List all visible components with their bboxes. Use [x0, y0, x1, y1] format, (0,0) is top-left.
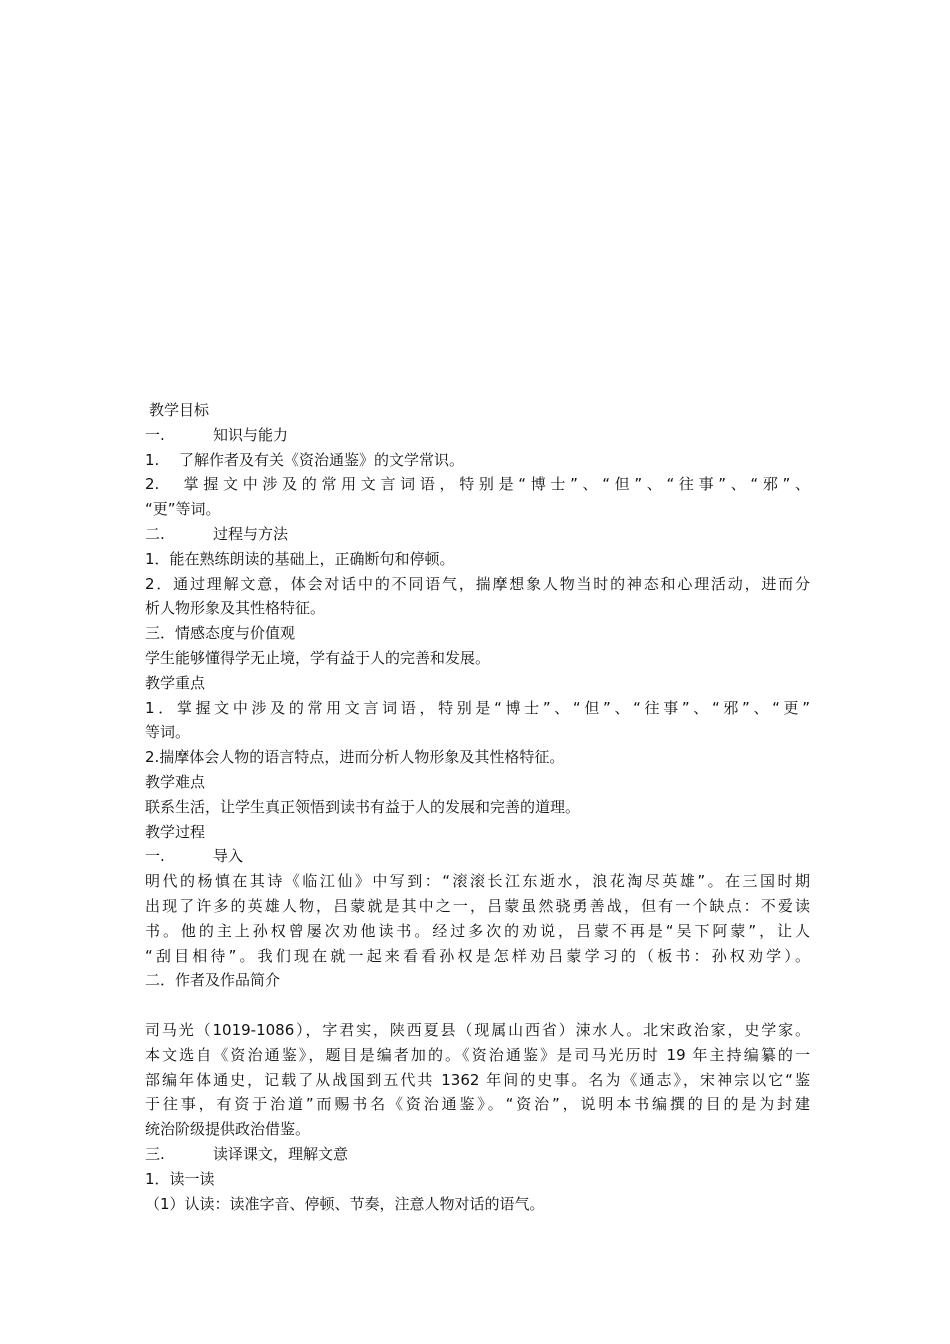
goal-section-3: 三．情感态度与价值观	[145, 624, 296, 643]
paragraph-line: 2．通过理解文意，体会对话中的不同语气，揣摩想象人物当时的神态和心理活动，进而分	[145, 574, 810, 593]
section-number: 二.	[145, 524, 165, 543]
goal-item-2	[145, 472, 810, 497]
section-title: 导入	[213, 847, 244, 866]
item-text: 了解作者及有关《资治通鉴》的文学常识。	[179, 450, 465, 469]
section-number: 三.	[145, 1144, 165, 1163]
section-title: 读译课文，理解文意	[213, 1144, 349, 1163]
paragraph-line: 联系生活，让学生真正领悟到读书有益于人的发展和完善的道理。	[145, 797, 581, 816]
paragraph-line: 本文选自《资治通鉴》，题目是编者加的。《资治通鉴》是司马光历时 19 年主持编纂的一	[145, 1045, 810, 1064]
process-section-2: 二．作者及作品简介	[145, 971, 281, 990]
paragraph-line: “刮目相待”。我们现在就一起来看看孙权是怎样劝吕蒙学习的（板书：孙权劝学）。	[145, 946, 810, 965]
paragraph-line: 2.揣摩体会人物的语言特点，进而分析人物形象及其性格特征。	[145, 748, 565, 767]
section-number: 一.	[145, 847, 165, 866]
paragraph-line: 统治阶级提供政治借鉴。	[145, 1120, 311, 1139]
heading-teaching-process: 教学过程	[145, 822, 206, 841]
goal-item-1	[145, 448, 810, 473]
goal-section-1	[145, 423, 810, 448]
item-text: 掌握文中涉及的常用文言词语，特别是“博士”、“但”、“往事”、“邪”、	[179, 475, 810, 494]
paragraph-line: 书。他的主上孙权曾屡次劝他读书。经过多次的劝说，吕蒙不再是“吴下阿蒙”，让人	[145, 921, 810, 940]
section-title: 过程与方法	[213, 524, 289, 543]
paragraph-line: 1．能在熟练朗读的基础上，正确断句和停顿。	[145, 549, 455, 568]
paragraph-line: “更”等词。	[145, 500, 221, 519]
process-section-1	[145, 844, 810, 869]
paragraph-line: 出现了许多的英雄人物，吕蒙就是其中之一，吕蒙虽然骁勇善战，但有一个缺点：不爱读	[145, 896, 810, 915]
paragraph-line: 司马光（1019-1086），字君实，陕西夏县（现属山西省）涑水人。北宋政治家，史学家。	[145, 1020, 810, 1039]
section-title: 知识与能力	[213, 425, 289, 444]
blank-line	[145, 993, 810, 1018]
heading-difficulties: 教学难点	[145, 772, 206, 791]
paragraph-line: 部编年体通史，记载了从战国到五代共 1362 年间的史事。名为《通志》，宋神宗以它“鉴	[145, 1070, 810, 1089]
item-number: 2.	[145, 475, 160, 494]
paragraph-line: 等词。	[145, 723, 191, 742]
process-section-3	[145, 1142, 810, 1167]
paragraph-line: 1．读一读	[145, 1169, 215, 1188]
paragraph-line: 析人物形象及其性格特征。	[145, 599, 326, 618]
paragraph-line: 于往事，有资于治道”而赐书名《资治通鉴》。“资治”，说明本书编撰的目的是为封建	[145, 1095, 810, 1114]
document-body	[145, 398, 810, 1216]
section-number: 一.	[145, 425, 165, 444]
heading-key-points: 教学重点	[145, 673, 206, 692]
item-number: 1.	[145, 450, 160, 469]
paragraph-line: （1）认读：读准字音、停顿、节奏，注意人物对话的语气。	[145, 1194, 545, 1213]
paragraph-line: 学生能够懂得学无止境，学有益于人的完善和发展。	[145, 648, 491, 667]
paragraph-line: 1．掌握文中涉及的常用文言词语，特别是“博士”、“但”、“往事”、“邪”、“更”	[145, 698, 810, 717]
heading-teaching-goals: 教学目标	[149, 401, 210, 419]
paragraph-line: 明代的杨慎在其诗《临江仙》中写到：“滚滚长江东逝水，浪花淘尽英雄”。在三国时期	[145, 872, 810, 891]
goal-section-2	[145, 522, 810, 547]
